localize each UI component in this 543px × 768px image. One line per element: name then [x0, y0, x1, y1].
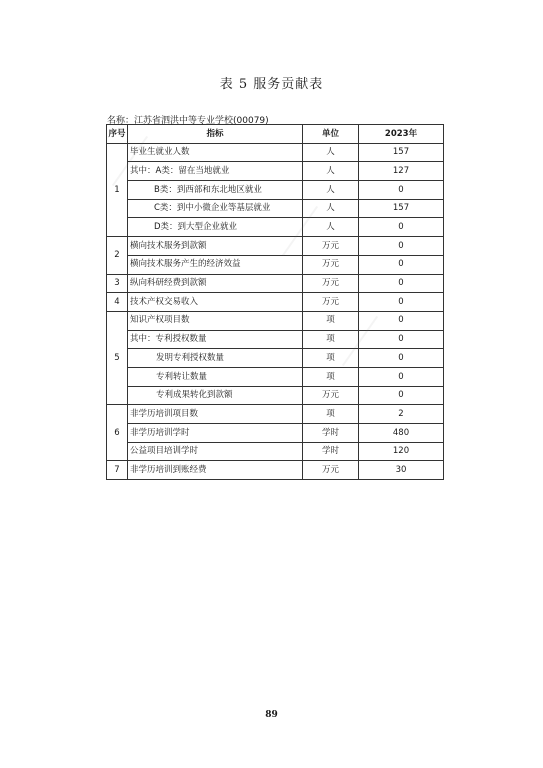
- table-row: [107, 199, 444, 218]
- table-body: [107, 143, 444, 479]
- cell-indicator: [128, 442, 303, 461]
- cell-indicator: [128, 349, 303, 368]
- cell-value: 0: [359, 237, 444, 256]
- cell-indicator: [128, 181, 303, 200]
- cell-unit: 项: [303, 349, 359, 368]
- table-row: [107, 367, 444, 386]
- cell-seq: 1: [107, 143, 128, 236]
- cell-unit: 人: [303, 199, 359, 218]
- indicator-label: 非学历培训到账经费: [130, 464, 207, 475]
- header-seq: 序号: [107, 125, 128, 144]
- table-title: 表 5 服务贡献表: [219, 77, 324, 92]
- table-row: [107, 218, 444, 237]
- cell-indicator: [128, 162, 303, 181]
- cell-seq: 7: [107, 461, 128, 480]
- cell-seq: 6: [107, 405, 128, 461]
- cell-indicator: [128, 330, 303, 349]
- cell-value: 30: [359, 461, 444, 480]
- cell-unit: 人: [303, 218, 359, 237]
- indicator-label: B类：到西部和东北地区就业: [154, 184, 262, 195]
- cell-unit: 万元: [303, 255, 359, 274]
- cell-value: 0: [359, 386, 444, 405]
- cell-indicator: [128, 461, 303, 480]
- cell-seq: 3: [107, 274, 128, 293]
- indicator-label: 专利成果转化到款额: [156, 390, 233, 401]
- cell-unit: 学时: [303, 424, 359, 443]
- table-row: [107, 330, 444, 349]
- cell-value: 0: [359, 274, 444, 293]
- cell-value: 2: [359, 405, 444, 424]
- table-row: [107, 237, 444, 256]
- table-row: [107, 255, 444, 274]
- cell-indicator: [128, 218, 303, 237]
- table-row: [107, 386, 444, 405]
- cell-unit: 万元: [303, 293, 359, 312]
- cell-indicator: [128, 237, 303, 256]
- indicator-label: 发明专利授权数量: [156, 352, 225, 363]
- table-row: [107, 461, 444, 480]
- cell-unit: 项: [303, 330, 359, 349]
- table-row: [107, 349, 444, 368]
- indicator-label: 纵向科研经费到款额: [130, 278, 207, 289]
- indicator-label: 技术产权交易收入: [130, 296, 199, 307]
- cell-indicator: [128, 405, 303, 424]
- cell-unit: 学时: [303, 442, 359, 461]
- table-row: [107, 181, 444, 200]
- cell-value: 0: [359, 255, 444, 274]
- cell-unit: 万元: [303, 386, 359, 405]
- indicator-label: 公益项目培训学时: [130, 446, 199, 457]
- cell-unit: 万元: [303, 274, 359, 293]
- indicator-label: 其中：A类：留在当地就业: [130, 165, 230, 176]
- table-row: [107, 405, 444, 424]
- cell-value: 480: [359, 424, 444, 443]
- header-unit: 单位: [303, 125, 359, 144]
- cell-value: 0: [359, 330, 444, 349]
- indicator-label: C类：到中小微企业等基层就业: [154, 203, 271, 214]
- page-number: 89: [265, 710, 278, 720]
- table-row: [107, 143, 444, 162]
- indicator-label: 专利转让数量: [156, 371, 208, 382]
- cell-value: 0: [359, 181, 444, 200]
- indicator-label: 非学历培训学时: [130, 427, 190, 438]
- cell-indicator: [128, 386, 303, 405]
- indicator-label: 横向技术服务到款额: [130, 240, 207, 251]
- cell-indicator: [128, 293, 303, 312]
- header-year: 2023年: [359, 125, 444, 144]
- service-contribution-table: [106, 124, 444, 480]
- cell-seq: 2: [107, 237, 128, 274]
- table-header-row: [107, 125, 444, 144]
- cell-unit: 万元: [303, 461, 359, 480]
- cell-seq: 4: [107, 293, 128, 312]
- cell-indicator: [128, 199, 303, 218]
- table-row: [107, 162, 444, 181]
- table-row: [107, 311, 444, 330]
- cell-value: 0: [359, 311, 444, 330]
- indicator-label: 其中：专利授权数量: [130, 334, 207, 345]
- cell-unit: 万元: [303, 237, 359, 256]
- cell-value: 0: [359, 367, 444, 386]
- indicator-label: 横向技术服务产生的经济效益: [130, 259, 241, 270]
- cell-unit: 项: [303, 367, 359, 386]
- cell-unit: 项: [303, 311, 359, 330]
- cell-value: 120: [359, 442, 444, 461]
- cell-value: 157: [359, 199, 444, 218]
- indicator-label: D类：到大型企业就业: [154, 222, 238, 233]
- cell-seq: 5: [107, 311, 128, 404]
- table-row: [107, 442, 444, 461]
- cell-value: 0: [359, 218, 444, 237]
- cell-indicator: [128, 311, 303, 330]
- cell-value: 127: [359, 162, 444, 181]
- cell-indicator: [128, 143, 303, 162]
- table-row: [107, 424, 444, 443]
- cell-value: 0: [359, 293, 444, 312]
- school-name-line: 名称：江苏省泗洪中等专业学校(00079): [107, 116, 269, 126]
- cell-value: 0: [359, 349, 444, 368]
- cell-unit: 人: [303, 181, 359, 200]
- cell-indicator: [128, 367, 303, 386]
- header-indicator: 指标: [128, 125, 303, 144]
- cell-indicator: [128, 255, 303, 274]
- cell-indicator: [128, 274, 303, 293]
- indicator-label: 毕业生就业人数: [130, 147, 190, 158]
- indicator-label: 知识产权项目数: [130, 315, 190, 326]
- cell-value: 157: [359, 143, 444, 162]
- cell-indicator: [128, 424, 303, 443]
- indicator-label: 非学历培训项目数: [130, 408, 199, 419]
- cell-unit: 人: [303, 143, 359, 162]
- cell-unit: 人: [303, 162, 359, 181]
- cell-unit: 项: [303, 405, 359, 424]
- table-row: [107, 293, 444, 312]
- table-row: [107, 274, 444, 293]
